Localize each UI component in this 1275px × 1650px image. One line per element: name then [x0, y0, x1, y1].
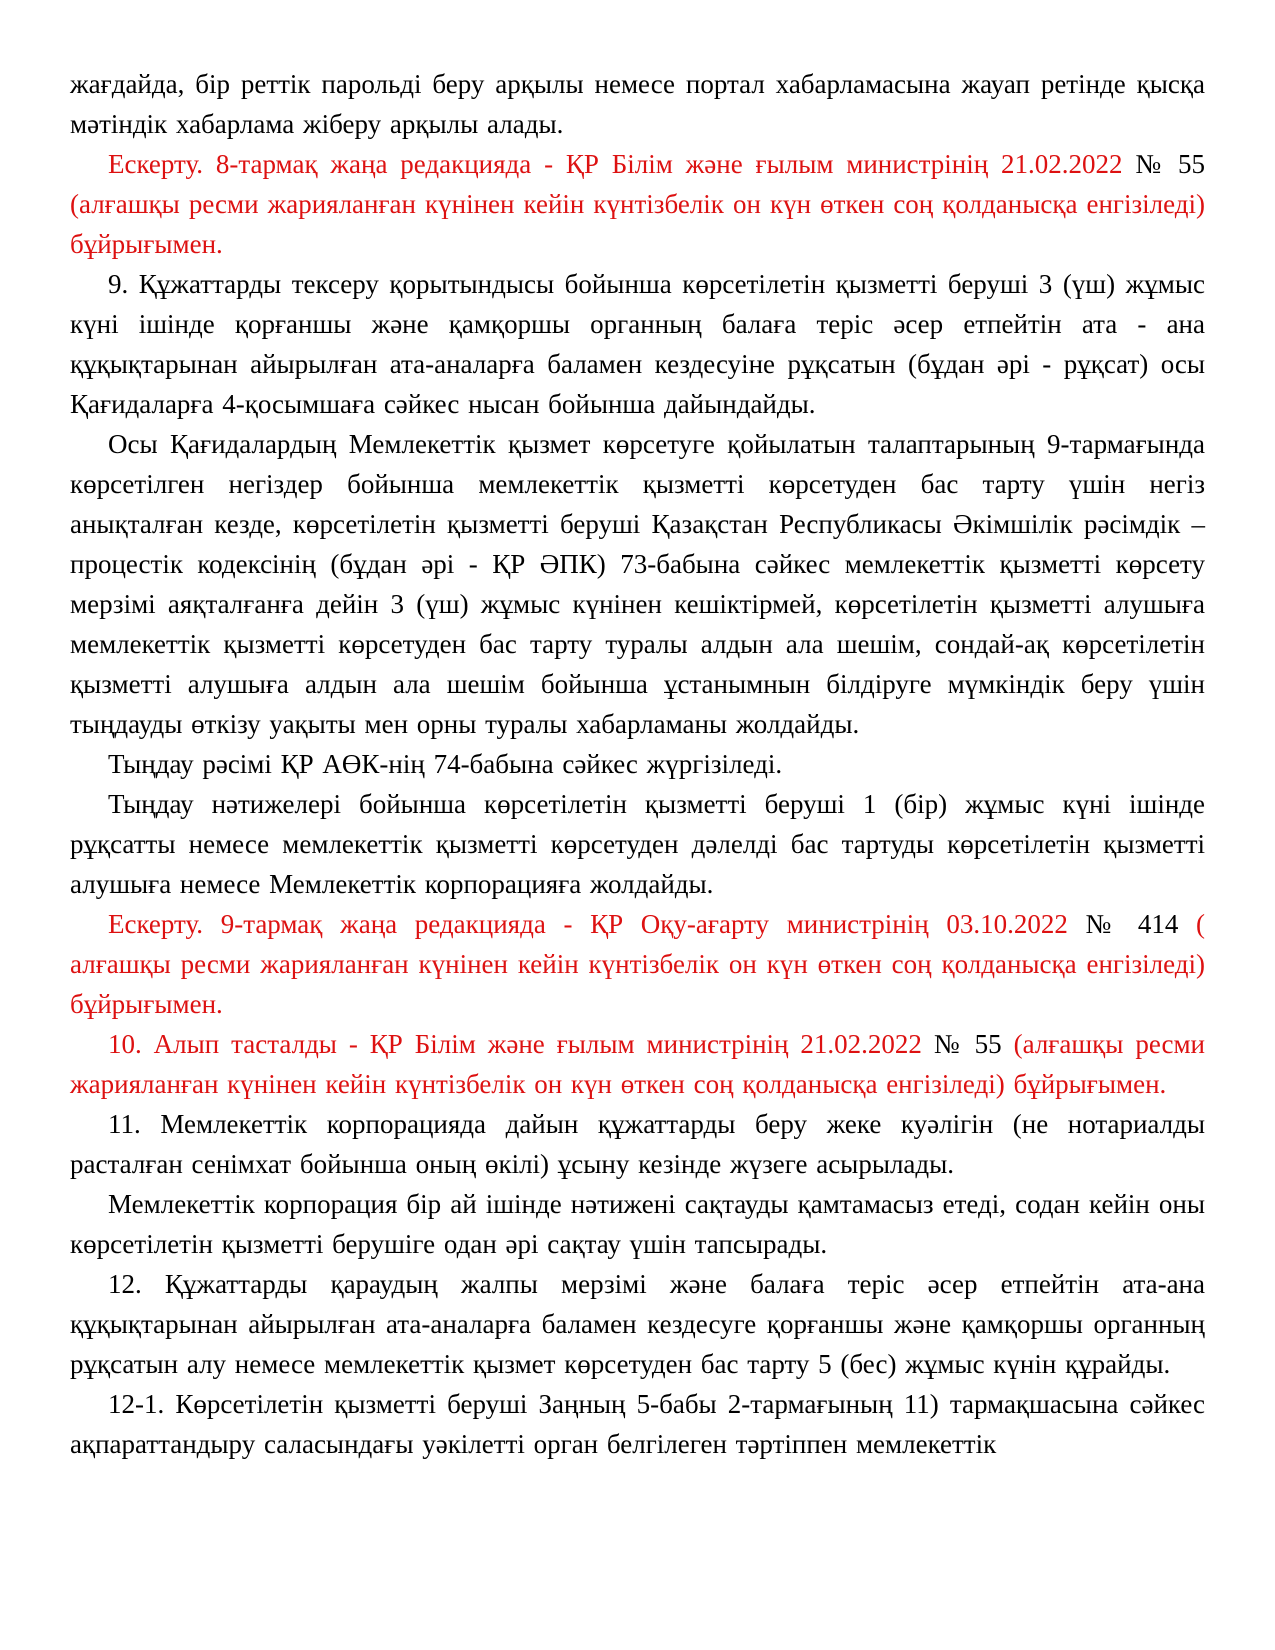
- paragraph-continuation: [70, 64, 1205, 144]
- amendment-note-text: Ескерту. 9-тармақ жаңа редакцияда - ҚР Оқу-ағарту министрінің 03.10.2022: [108, 909, 1086, 939]
- body-text: Тыңдау нәтижелері бойынша көрсетілетін қызметті беруші 1 (бір) жұмыс күні ішінде рұқсатты немесе мемлекеттік қызметті көрсетуден дәлелді бас тартуды көрсетілетін қызметті алушыға немесе Мемлекеттік корпорацияға жолдайды.: [70, 789, 1205, 899]
- amendment-note-text: ( алғашқы ресми жарияланған күнінен кейін күнтізбелік он күн өткен соң қолданысқа енгізіледі) бұйрығымен.: [70, 909, 1205, 1019]
- paragraph: [70, 1264, 1205, 1384]
- amendment-note-text: Ескерту. 8-тармақ жаңа редакцияда - ҚР Білім және ғылым министрінің 21.02.2022: [108, 149, 1136, 179]
- paragraph: [70, 1104, 1205, 1184]
- paragraph: [70, 1024, 1205, 1104]
- paragraph: [70, 1184, 1205, 1264]
- body-text: жағдайда, бір реттік парольді беру арқылы немесе портал хабарламасына жауап ретінде қысқа мәтіндік хабарлама жіберу арқылы алады.: [70, 69, 1205, 139]
- amendment-note-text: (алғашқы ресми жарияланған күнінен кейін күнтізбелік он күн өткен соң қолданысқа енгізіледі) бұйрығымен.: [70, 1029, 1205, 1099]
- paragraph: [70, 904, 1205, 1024]
- body-text: 9. Құжаттарды тексеру қорытындысы бойынша көрсетілетін қызметті беруші 3 (үш) жұмыс күні ішінде қорғаншы және қамқоршы органның балаға теріс әсер етпейтін ата - ана құқықтарынан айырылған ата-аналарға баламен кездесуіне рұқсатын (бұдан әрі - рұқсат) осы Қағидаларға 4-қосымшаға сәйкес нысан бойынша дайындайды.: [70, 269, 1205, 419]
- body-text: № 414: [1085, 909, 1196, 939]
- paragraph: [70, 144, 1205, 264]
- paragraph: [70, 264, 1205, 424]
- paragraph: [70, 784, 1205, 904]
- body-text: 12-1. Көрсетілетін қызметті беруші Заңның 5-бабы 2-тармағының 11) тармақшасына сәйкес ақпараттандыру саласындағы уәкілетті орган белгілеген тәртіппен мемлекеттік: [70, 1389, 1205, 1459]
- body-text: 11. Мемлекеттік корпорацияда дайын құжаттарды беру жеке куәлігін (не нотариалды расталған сенімхат бойынша оның өкілі) ұсыну кезінде жүзеге асырылады.: [70, 1109, 1205, 1179]
- paragraph: [70, 744, 1205, 784]
- paragraph: [70, 1384, 1205, 1464]
- document-body: [70, 64, 1205, 1464]
- body-text: № 55: [1135, 149, 1205, 179]
- body-text: Мемлекеттік корпорация бір ай ішінде нәтижені сақтауды қамтамасыз етеді, содан кейін оны көрсетілетін қызметті берушіге одан әрі сақтау үшін тапсырады.: [70, 1189, 1205, 1259]
- body-text: Осы Қағидалардың Мемлекеттік қызмет көрсетуге қойылатын талаптарының 9-тармағында көрсетілген негіздер бойынша мемлекеттік қызметті көрсетуден бас тарту үшін негіз анықталған кезде, көрсетілетін қызметті беруші Қазақстан Республикасы Әкімшілік рәсімдік – процестік кодексінің (бұдан әрі - ҚР ӘПК) 73-бабына сәйкес мемлекеттік қызметті көрсету мерзімі аяқталғанға дейін 3 (үш) жұмыс күнінен кешіктірмей, көрсетілетін қызметті алушыға мемлекеттік қызметті көрсетуден бас тарту туралы алдын ала шешім, сондай-ақ көрсетілетін қызметті алушыға алдын ала шешім бойынша ұстанымнын білдіруге мүмкіндік беру үшін тыңдауды өткізу уақыты мен орны туралы хабарламаны жолдайды.: [70, 429, 1205, 739]
- body-text: 12. Құжаттарды қараудың жалпы мерзімі және балаға теріс әсер етпейтін ата-ана құқықтарынан айырылған ата-аналарға баламен кездесуге қорғаншы және қамқоршы органның рұқсатын алу немесе мемлекеттік қызмет көрсетуден бас тарту 5 (бес) жұмыс күнін құрайды.: [70, 1269, 1205, 1379]
- paragraph: [70, 424, 1205, 744]
- amendment-note-text: (алғашқы ресми жарияланған күнінен кейін күнтізбелік он күн өткен соң қолданысқа енгізіледі) бұйрығымен.: [70, 189, 1205, 259]
- amendment-note-text: 10. Алып тасталды - ҚР Білім және ғылым министрінің 21.02.2022: [108, 1029, 934, 1059]
- body-text: № 55: [933, 1029, 1014, 1059]
- body-text: Тыңдау рәсімі ҚР АӨК-нің 74-бабына сәйкес жүргізіледі.: [108, 749, 783, 779]
